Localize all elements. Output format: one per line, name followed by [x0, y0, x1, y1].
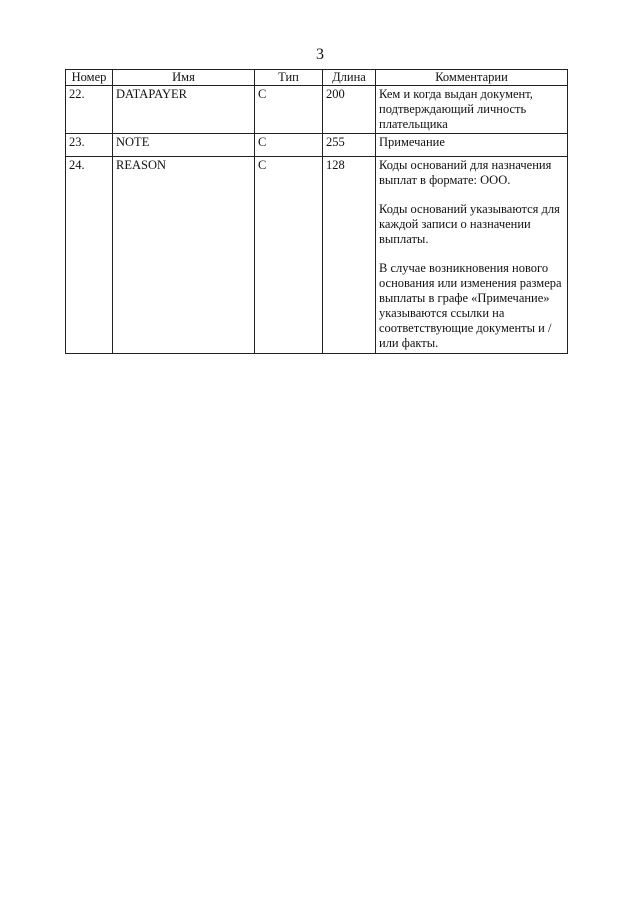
table-header-row	[66, 70, 568, 86]
header-comments: Комментарии	[376, 70, 568, 86]
cell-number: 23.	[66, 134, 113, 157]
header-number: Номер	[66, 70, 113, 86]
fields-table	[65, 69, 568, 354]
cell-length: 128	[323, 157, 376, 354]
cell-type: C	[255, 157, 323, 354]
cell-comments	[376, 157, 568, 354]
cell-length: 200	[323, 86, 376, 134]
header-length: Длина	[323, 70, 376, 86]
comment-paragraph: Коды оснований указываются для каждой записи о назначении выплаты.	[379, 202, 560, 246]
header-type: Тип	[255, 70, 323, 86]
cell-type: C	[255, 86, 323, 134]
cell-name: NOTE	[113, 134, 255, 157]
comment-paragraph: В случае возникновения нового основания или изменения размера выплаты в графе «Примечание» указываются ссылки на соответствующие документы и / или факты.	[379, 261, 562, 350]
cell-number: 24.	[66, 157, 113, 354]
cell-name: DATAPAYER	[113, 86, 255, 134]
comment-paragraph: Коды оснований для назначения выплат в формате: ООО.	[379, 158, 552, 187]
cell-length: 255	[323, 134, 376, 157]
cell-comments	[376, 134, 568, 157]
cell-type: C	[255, 134, 323, 157]
table-row	[66, 157, 568, 354]
cell-comments	[376, 86, 568, 134]
header-name: Имя	[113, 70, 255, 86]
cell-name: REASON	[113, 157, 255, 354]
table-row	[66, 134, 568, 157]
comment-paragraph: Примечание	[379, 135, 445, 149]
table-row	[66, 86, 568, 134]
cell-number: 22.	[66, 86, 113, 134]
page-number: 3	[316, 46, 324, 63]
comment-paragraph: Кем и когда выдан документ, подтверждающий личность плательщика	[379, 87, 533, 131]
